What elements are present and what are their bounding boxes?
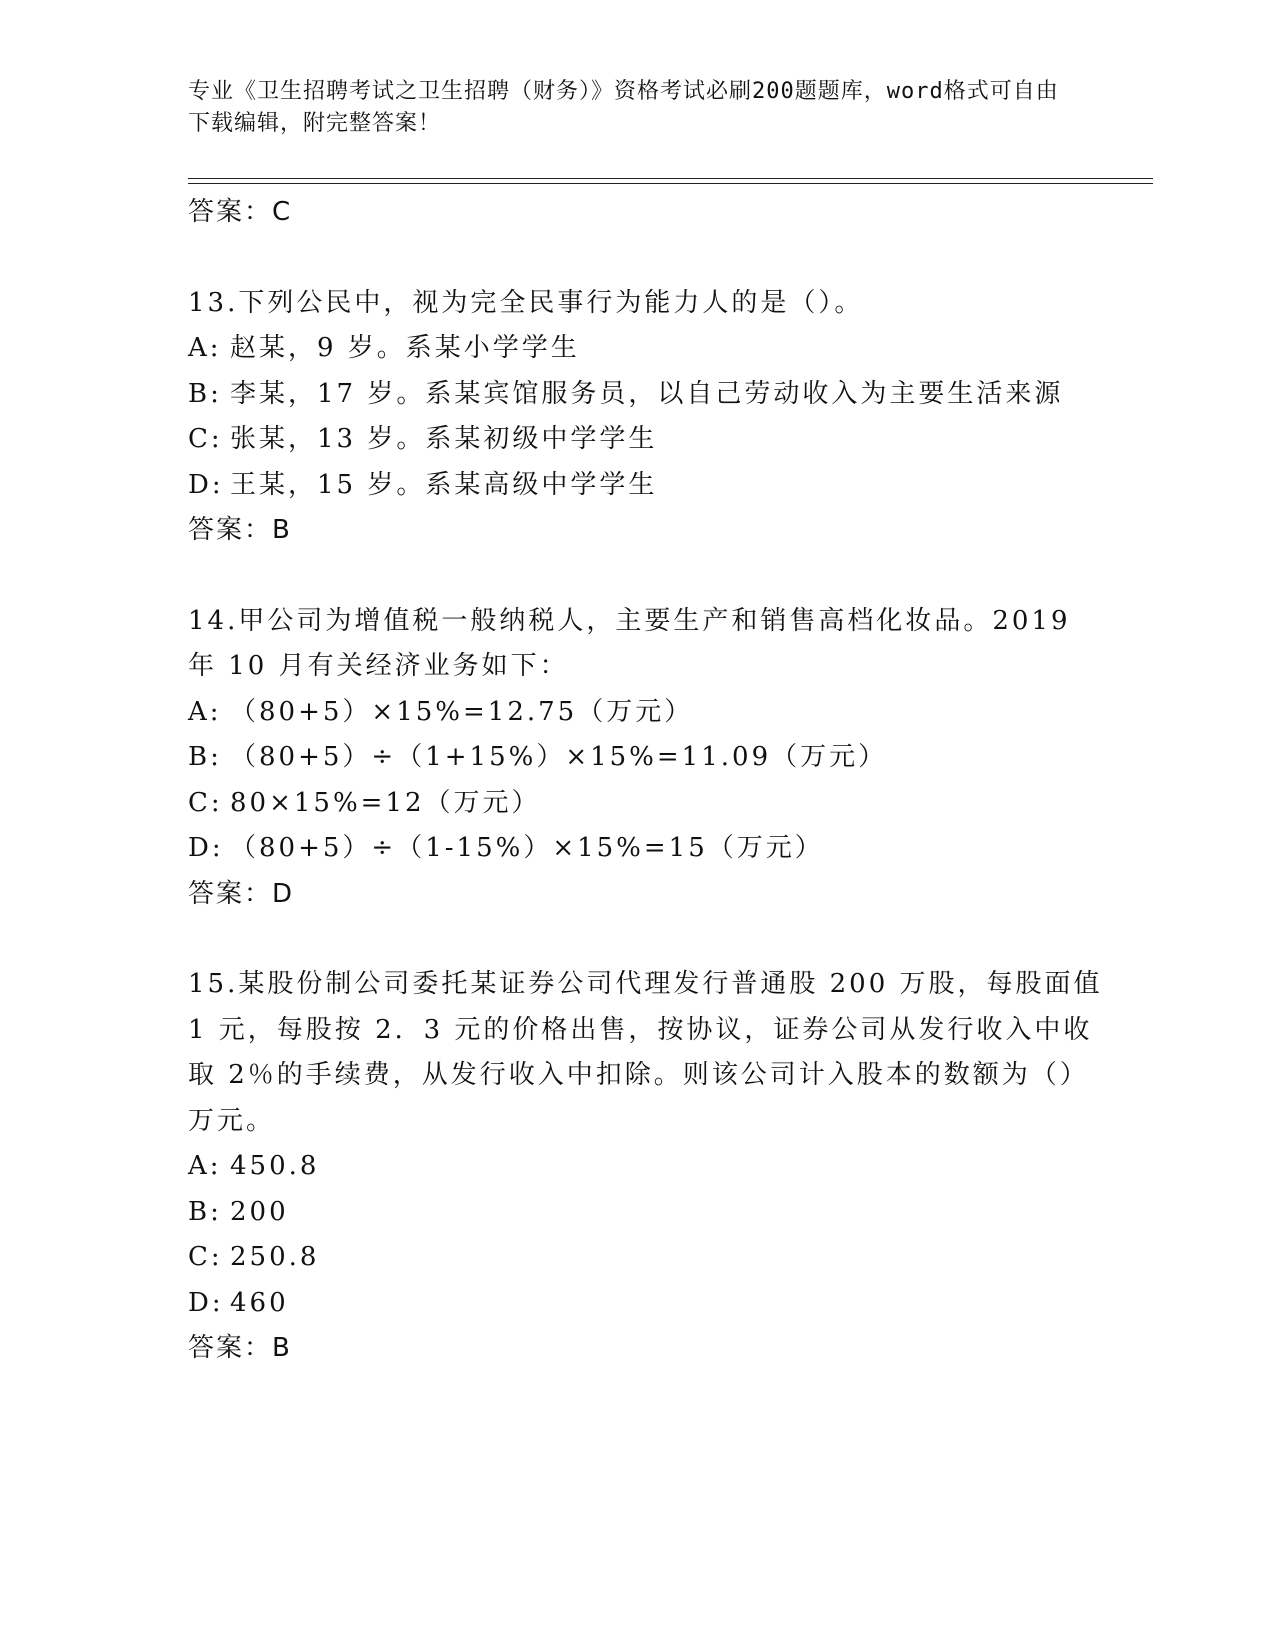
spacer (188, 236, 1088, 281)
option-text: 赵某，9 岁。系某小学学生 (230, 333, 580, 363)
question-stem: 15.某股份制公司委托某证券公司代理发行普通股 200 万股，每股面值 (188, 969, 1103, 999)
option-label: B: (188, 378, 222, 409)
question-15 (188, 962, 1103, 1372)
option-label: C: (188, 787, 223, 818)
spacer (188, 554, 1088, 599)
option-a (188, 326, 1088, 372)
answer-line: 答案：D (188, 878, 295, 909)
option-d (188, 826, 1088, 872)
option-text: （80+5）÷（1+15%）×15%=11.09（万元） (230, 742, 888, 772)
spacer (188, 917, 1088, 962)
option-b (188, 735, 1088, 781)
question-stem: 万元。 (188, 1105, 276, 1136)
question-stem: 13.下列公民中，视为完全民事行为能力人的是（）。 (188, 287, 864, 318)
answer-line: 答案：B (188, 1333, 292, 1363)
question-stem: 取 2％的手续费，从发行收入中扣除。则该公司计入股本的数额为（） (188, 1060, 1089, 1090)
option-text: 张某，13 岁。系某初级中学学生 (230, 424, 658, 454)
option-label: D: (188, 469, 224, 500)
option-b (188, 1190, 1088, 1236)
option-text: 450.8 (230, 1151, 320, 1181)
option-text: 王某，15 岁。系某高级中学学生 (230, 469, 658, 500)
option-a (188, 690, 1088, 736)
option-label: C: (188, 1242, 223, 1272)
option-c (188, 417, 1088, 463)
option-b (188, 372, 1088, 418)
option-label: D: (188, 1287, 224, 1318)
question-14 (188, 599, 1088, 918)
option-text: 80×15%=12（万元） (230, 787, 541, 818)
option-text: （80+5）÷（1-15%）×15%=15（万元） (230, 833, 824, 863)
option-text: 200 (230, 1196, 289, 1227)
question-stem: 年 10 月有关经济业务如下： (188, 651, 569, 681)
option-label: B: (188, 742, 222, 772)
option-label: D: (188, 833, 224, 863)
option-a (188, 1144, 1088, 1190)
option-d (188, 463, 1088, 509)
option-c (188, 1235, 1088, 1281)
option-text: 250.8 (230, 1242, 320, 1272)
option-label: C: (188, 424, 223, 454)
question-13 (188, 281, 1088, 554)
option-text: （80+5）×15%=12.75（万元） (230, 696, 694, 727)
header-rule-top (188, 178, 1153, 179)
option-text: 460 (230, 1287, 289, 1318)
option-c (188, 781, 1088, 827)
answer-line: 答案：C (188, 197, 293, 227)
option-text: 李某，17 岁。系某宾馆服务员，以自己劳动收入为主要生活来源 (230, 378, 1064, 409)
option-label: A: (188, 696, 222, 727)
option-d (188, 1281, 1088, 1327)
document-header: 专业《卫生招聘考试之卫生招聘（财务）》资格考试必刷200题题库，word格式可自由下载编辑，附完整答案！ (188, 79, 1059, 136)
document-body (188, 190, 1103, 1372)
question-stem: 14.甲公司为增值税一般纳税人，主要生产和销售高档化妆品。2019 (188, 605, 1071, 636)
header-rule-bottom (188, 183, 1153, 184)
question-stem: 1 元，每股按 2．3 元的价格出售，按协议，证券公司从发行收入中收 (188, 1014, 1093, 1045)
option-label: A: (188, 333, 222, 363)
option-label: A: (188, 1151, 222, 1181)
answer-line: 答案：B (188, 515, 292, 545)
option-label: B: (188, 1196, 222, 1227)
